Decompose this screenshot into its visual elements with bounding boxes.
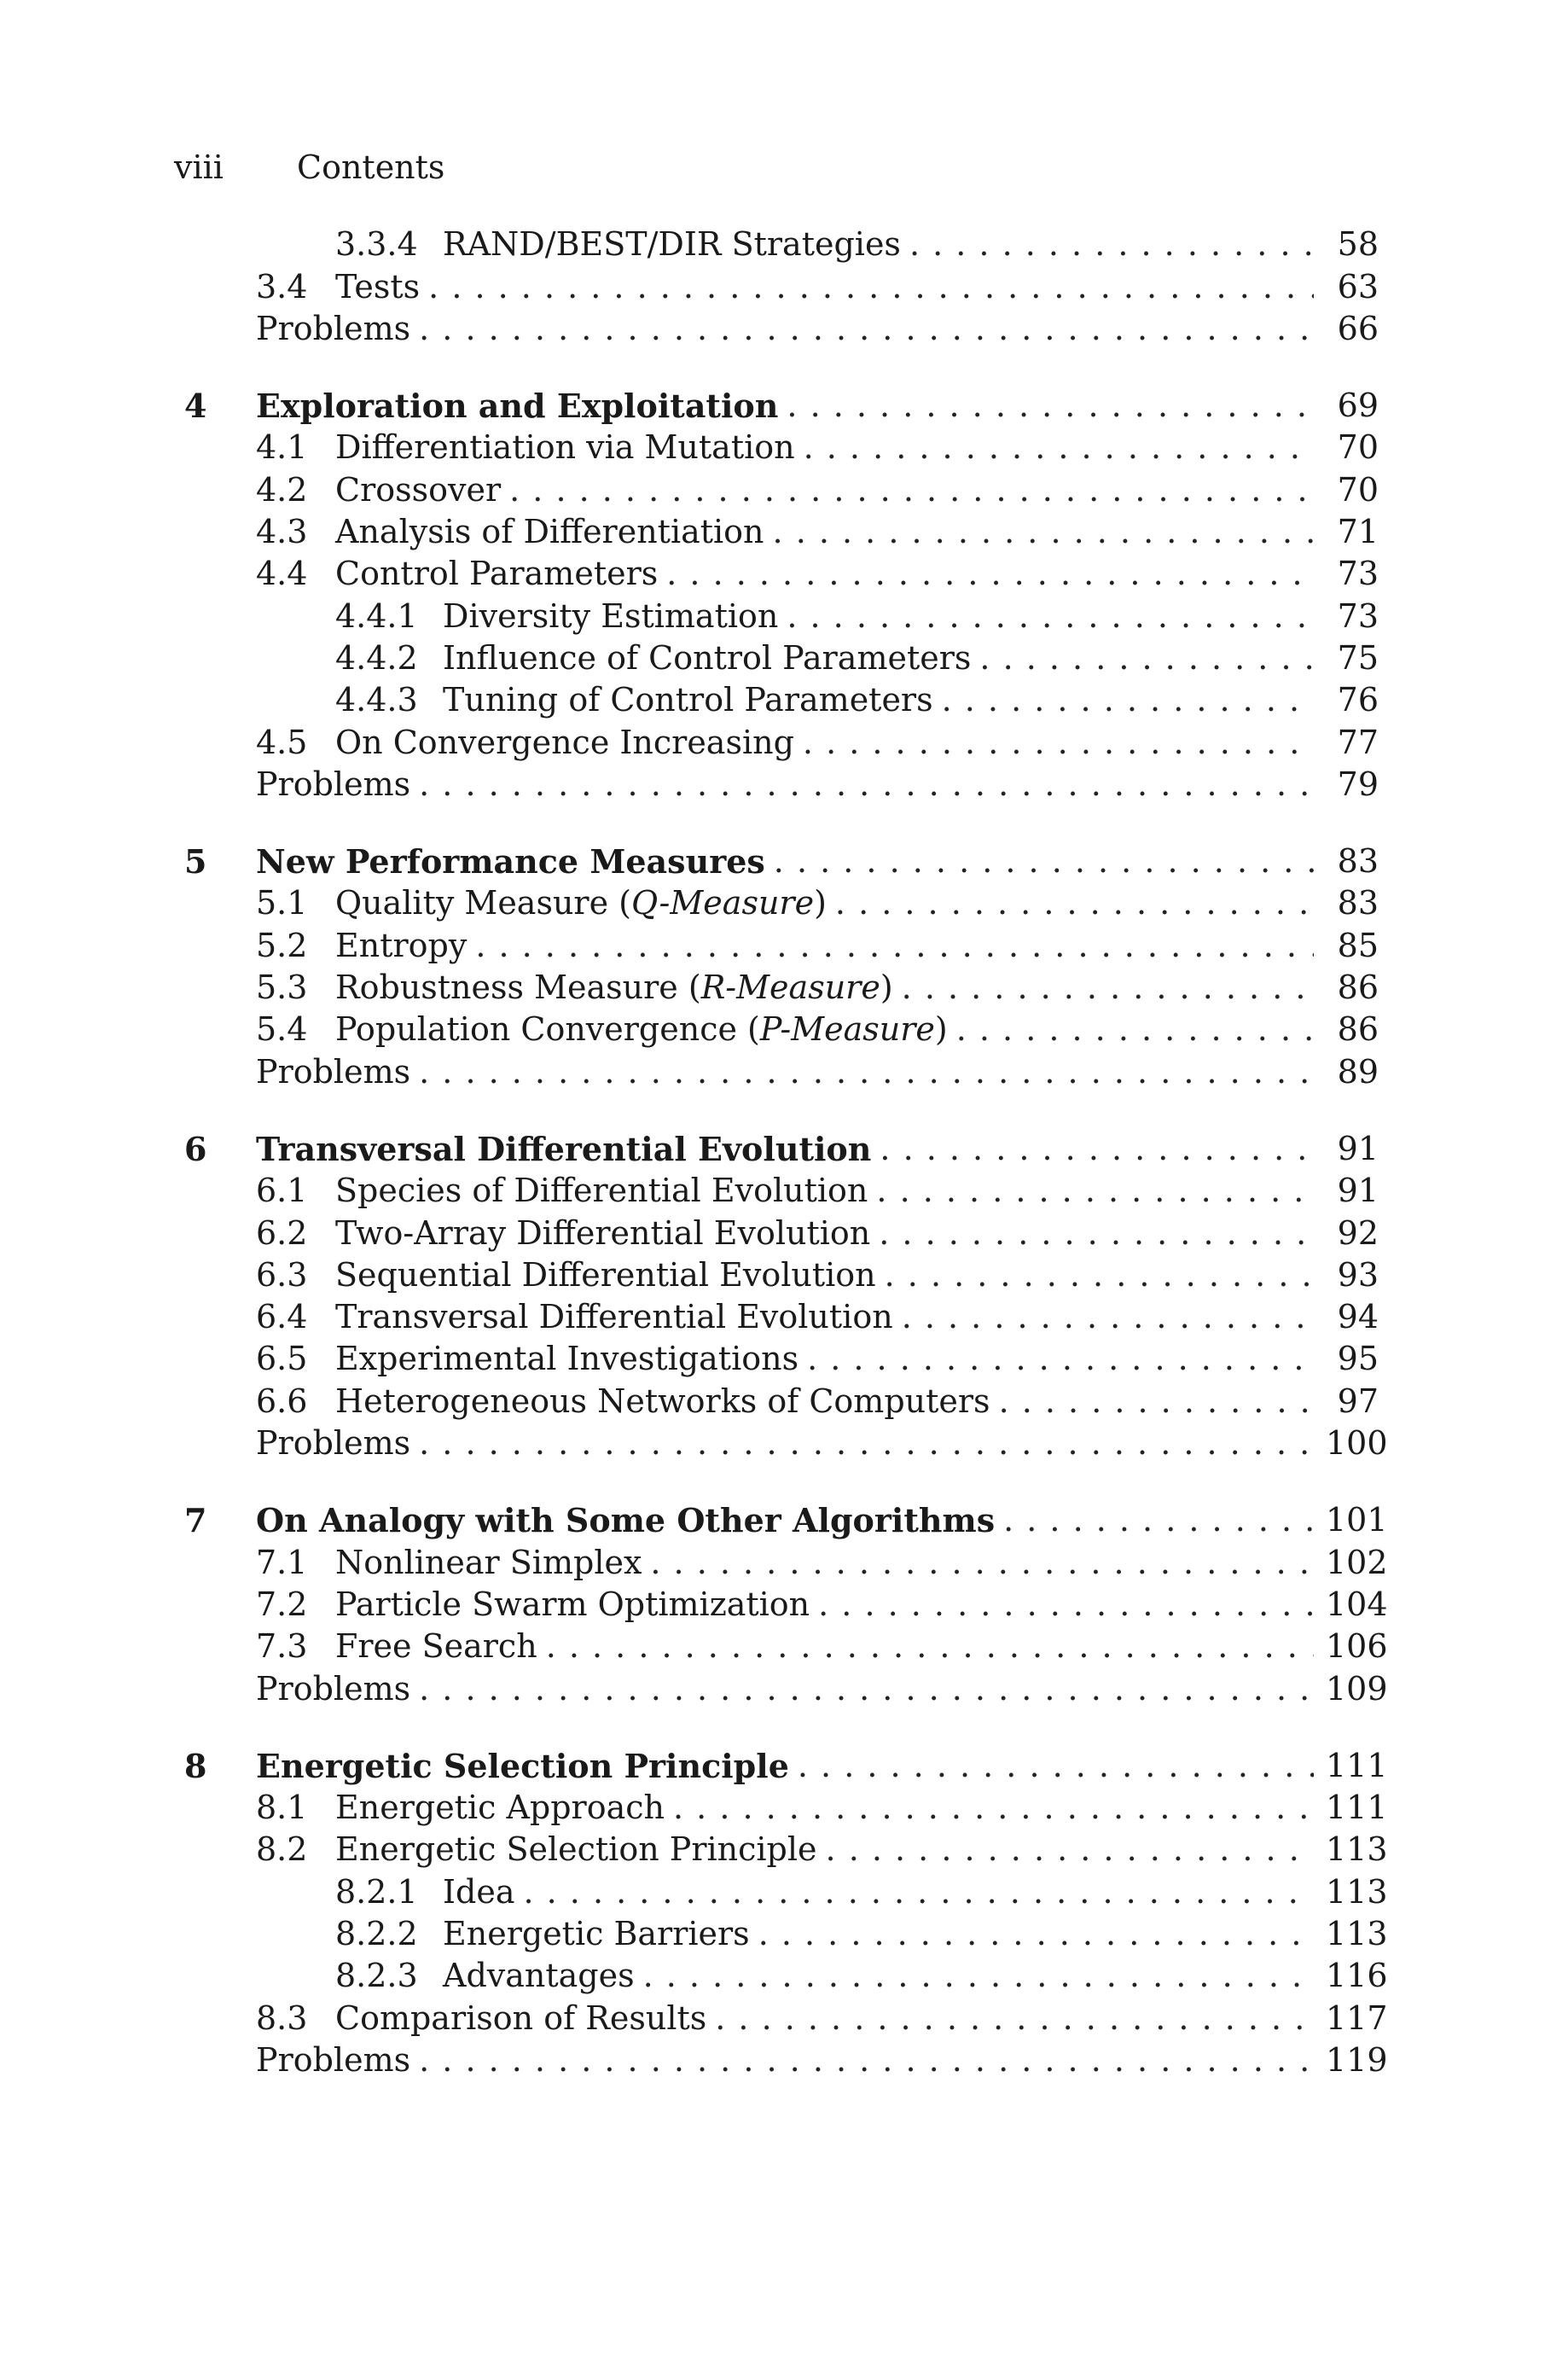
dot-leader <box>879 1213 1314 1254</box>
chapter-number: 4 <box>184 387 207 426</box>
toc-title-text: Energetic Selection Principle <box>335 1830 817 1869</box>
page-number: 97 <box>1337 1382 1379 1420</box>
running-head <box>174 147 444 188</box>
toc-title-text: Energetic Selection Principle <box>256 1746 789 1785</box>
toc-title <box>256 764 410 806</box>
dot-leader <box>509 469 1314 511</box>
dot-leader <box>523 1871 1314 1913</box>
toc-entry-body <box>335 1871 1388 1913</box>
section-number: 5.3 <box>256 969 308 1007</box>
toc-entry-subsection <box>174 679 1379 721</box>
toc-title-text: Influence of Control Parameters <box>443 638 972 677</box>
page-number: 100 <box>1326 1424 1388 1463</box>
toc-entry-body <box>256 1381 1379 1423</box>
toc-title-text: Tests <box>335 267 421 305</box>
page-number: 86 <box>1337 1010 1379 1049</box>
section-number: 7.3 <box>256 1627 308 1666</box>
toc-entry-problems <box>174 764 1379 806</box>
toc-title-text: Species of Differential Evolution <box>335 1172 868 1210</box>
page-number: 95 <box>1337 1340 1379 1378</box>
toc-entry-subsection <box>174 224 1379 265</box>
section-number: 6.4 <box>256 1298 308 1336</box>
toc-title <box>335 1254 876 1296</box>
page-number: 83 <box>1337 842 1379 881</box>
toc-entry-body <box>335 1955 1388 1997</box>
toc-entry-section <box>174 511 1379 553</box>
page-number: 91 <box>1337 1129 1379 1167</box>
toc-entry-section <box>174 1584 1388 1626</box>
dot-leader <box>643 1955 1314 1997</box>
toc-entry-body <box>256 1423 1388 1464</box>
dot-leader <box>758 1913 1314 1955</box>
toc-entry-body <box>335 637 1379 679</box>
toc-title <box>443 679 933 721</box>
chapter-number: 6 <box>184 1129 207 1168</box>
section-number: 4.3 <box>256 513 308 551</box>
toc-title-text: Quality Measure ( <box>335 884 631 922</box>
section-number: 8.3 <box>256 1999 308 2037</box>
page-number: 71 <box>1337 513 1379 551</box>
toc-title-text: Problems <box>256 765 411 803</box>
toc-title-text: Free Search <box>335 1627 537 1666</box>
toc-title-text: Transversal Differential Evolution <box>335 1298 893 1336</box>
toc-entry-body <box>256 722 1379 764</box>
toc-entry-body <box>256 1626 1388 1667</box>
dot-leader <box>715 1998 1314 2039</box>
section-number: 4.1 <box>256 428 308 467</box>
toc-entry-subsection <box>174 1871 1388 1912</box>
section-number: 4.2 <box>256 470 308 509</box>
toc-entry-section <box>174 1997 1388 2039</box>
toc-entry-body <box>256 1668 1388 1710</box>
toc-entry-section <box>174 1254 1379 1296</box>
dot-leader <box>787 385 1314 427</box>
toc-entry-problems <box>174 1423 1388 1464</box>
section-number: 5.4 <box>256 1010 308 1049</box>
toc-entry-body <box>256 925 1379 967</box>
chapter-number: 8 <box>184 1746 207 1785</box>
dot-leader <box>803 722 1314 764</box>
dot-leader <box>942 679 1314 721</box>
toc-title-suffix: ) <box>880 969 893 1007</box>
toc-title-text: Idea <box>443 1872 515 1911</box>
toc-entry-body <box>256 1542 1388 1584</box>
page-folio: viii <box>174 148 224 186</box>
toc-title-text: Robustness Measure ( <box>335 969 701 1007</box>
dot-leader <box>773 511 1314 553</box>
dot-leader <box>909 224 1314 265</box>
subsection-number: 4.4.2 <box>335 638 418 677</box>
toc-title <box>443 1955 635 1997</box>
section-number: 7.1 <box>256 1543 308 1581</box>
toc-title-italic: P-Measure <box>759 1010 935 1049</box>
toc-title <box>335 1009 948 1050</box>
toc-title-text: Energetic Barriers <box>443 1914 750 1952</box>
toc-entry-chapter <box>174 1745 1388 1787</box>
toc-entry-subsection <box>174 637 1379 679</box>
subsection-number: 4.4.1 <box>335 596 418 635</box>
subsection-number: 8.2.1 <box>335 1872 418 1911</box>
page-number: 106 <box>1326 1627 1388 1666</box>
toc-entry-section <box>174 1380 1379 1422</box>
dot-leader <box>774 841 1314 882</box>
toc-title <box>256 1745 789 1787</box>
toc-entry-body <box>335 1913 1388 1955</box>
toc-title-text: Entropy <box>335 926 467 964</box>
toc-title <box>335 1998 706 2039</box>
toc-entry-section <box>174 1170 1379 1212</box>
toc-entry-body <box>256 385 1379 427</box>
toc-title <box>335 266 420 308</box>
section-number: 8.1 <box>256 1789 308 1827</box>
toc-entry-body <box>256 2039 1388 2081</box>
toc-entry-body <box>335 224 1379 265</box>
toc-title-suffix: ) <box>934 1010 948 1049</box>
subsection-number: 8.2.2 <box>335 1914 418 1952</box>
toc-entry-body <box>256 1213 1379 1254</box>
toc-entry-section <box>174 882 1379 924</box>
toc-entry-section <box>174 924 1379 966</box>
toc-entry-body <box>256 511 1379 553</box>
page-number: 117 <box>1326 1999 1388 2037</box>
section-number: 5.1 <box>256 884 308 922</box>
toc-title <box>335 1787 665 1829</box>
chapter-number: 5 <box>184 842 207 881</box>
toc-entry-body <box>256 882 1379 924</box>
dot-leader <box>1003 1499 1314 1541</box>
section-number: 8.2 <box>256 1830 308 1869</box>
toc-title-text: Heterogeneous Networks of Computers <box>335 1382 990 1420</box>
toc-entry-body <box>256 1499 1388 1541</box>
toc-title-text: Tuning of Control Parameters <box>443 681 933 719</box>
page-number: 113 <box>1326 1830 1388 1869</box>
section-number: 5.2 <box>256 926 308 964</box>
toc-entry-body <box>256 841 1379 882</box>
toc-entry-body <box>256 1745 1388 1787</box>
page-number: 91 <box>1337 1172 1379 1210</box>
running-title: Contents <box>297 148 445 186</box>
toc-title <box>256 308 410 350</box>
toc-title <box>443 637 971 679</box>
page-number: 111 <box>1326 1789 1388 1827</box>
table-of-contents <box>174 224 1388 2081</box>
dot-leader <box>885 1254 1314 1296</box>
dot-leader <box>902 1296 1314 1338</box>
chapter-number: 7 <box>184 1501 207 1540</box>
page-number: 113 <box>1326 1872 1388 1911</box>
page-number: 83 <box>1337 884 1379 922</box>
page-number: 76 <box>1337 681 1379 719</box>
toc-title-text: Problems <box>256 1052 411 1091</box>
toc-title <box>256 1423 410 1464</box>
toc-title-text: Problems <box>256 309 411 347</box>
page-number: 58 <box>1337 225 1379 264</box>
page-number: 85 <box>1337 926 1379 964</box>
page-number: 70 <box>1337 470 1379 509</box>
page-number: 73 <box>1337 596 1379 635</box>
subsection-number: 4.4.3 <box>335 681 418 719</box>
dot-leader <box>798 1745 1314 1787</box>
toc-entry-body <box>256 764 1379 806</box>
toc-entry-problems <box>174 308 1379 350</box>
dot-leader <box>475 925 1314 967</box>
subsection-number: 3.3.4 <box>335 225 418 264</box>
page-number: 89 <box>1337 1052 1379 1091</box>
toc-title-text: Problems <box>256 1669 411 1708</box>
page-number: 94 <box>1337 1298 1379 1336</box>
toc-title <box>335 1338 799 1380</box>
dot-leader <box>419 764 1314 806</box>
toc-title <box>256 1499 995 1541</box>
toc-title <box>256 1128 871 1170</box>
toc-entry-chapter <box>174 1499 1388 1541</box>
toc-title <box>256 385 778 427</box>
page-number: 79 <box>1337 765 1379 803</box>
page-number: 66 <box>1337 309 1379 347</box>
dot-leader <box>666 553 1314 595</box>
section-number: 4.5 <box>256 723 308 761</box>
toc-entry-body <box>256 967 1379 1009</box>
toc-title <box>256 2039 410 2081</box>
toc-entry-body <box>256 1009 1379 1050</box>
toc-title-text: Transversal Differential Evolution <box>256 1129 872 1168</box>
toc-entry-body <box>256 553 1379 595</box>
toc-title <box>335 1584 810 1626</box>
toc-title-text: Energetic Approach <box>335 1789 665 1827</box>
toc-entry-section <box>174 553 1379 595</box>
toc-title-text: Crossover <box>335 470 502 509</box>
toc-entry-body <box>256 308 1379 350</box>
dot-leader <box>999 1381 1314 1423</box>
dot-leader <box>956 1009 1314 1050</box>
toc-title <box>335 427 795 468</box>
dot-leader <box>787 596 1314 637</box>
toc-entry-subsection <box>174 595 1379 637</box>
toc-entry-section <box>174 1626 1388 1667</box>
toc-title-text: Exploration and Exploitation <box>256 387 779 426</box>
dot-leader <box>807 1338 1314 1380</box>
toc-entry-body <box>335 596 1379 637</box>
toc-title <box>335 967 893 1009</box>
toc-title-text: Control Parameters <box>335 555 659 593</box>
page-number: 109 <box>1326 1669 1388 1708</box>
page-number: 93 <box>1337 1255 1379 1294</box>
toc-entry-body <box>256 1338 1379 1380</box>
section-number: 6.2 <box>256 1213 308 1252</box>
section-number: 3.4 <box>256 267 308 305</box>
toc-entry-body <box>256 1170 1379 1212</box>
toc-entry-section <box>174 721 1379 763</box>
toc-title <box>335 1829 817 1871</box>
toc-title <box>335 553 658 595</box>
section-number: 7.2 <box>256 1585 308 1623</box>
toc-entry-body <box>256 1051 1379 1093</box>
section-number: 6.6 <box>256 1382 308 1420</box>
section-number: 6.3 <box>256 1255 308 1294</box>
dot-leader <box>419 1051 1314 1093</box>
page-number: 101 <box>1326 1501 1388 1539</box>
toc-title-suffix: ) <box>814 884 827 922</box>
toc-entry-subsection <box>174 1913 1388 1955</box>
toc-entry-section <box>174 1338 1379 1380</box>
toc-title <box>256 841 765 882</box>
toc-entry-subsection <box>174 1955 1388 1997</box>
page-number: 92 <box>1337 1213 1379 1252</box>
dot-leader <box>419 1423 1314 1464</box>
toc-title-text: RAND/BEST/DIR Strategies <box>443 225 901 264</box>
toc-entry-section <box>174 1296 1379 1338</box>
dot-leader <box>673 1787 1314 1829</box>
toc-title <box>335 469 501 511</box>
toc-title-text: Advantages <box>443 1957 635 1995</box>
toc-entry-body <box>256 1584 1388 1626</box>
toc-title-text: Problems <box>256 2040 411 2079</box>
toc-entry-body <box>256 1998 1388 2039</box>
toc-title <box>335 1296 893 1338</box>
toc-title <box>256 1051 410 1093</box>
page-number: 111 <box>1326 1746 1388 1784</box>
dot-leader <box>902 967 1314 1009</box>
section-number: 4.4 <box>256 555 308 593</box>
toc-title <box>443 596 778 637</box>
toc-entry-problems <box>174 1050 1379 1092</box>
toc-entry-section <box>174 468 1379 510</box>
toc-entry-body <box>256 1787 1388 1829</box>
toc-title-text: Particle Swarm Optimization <box>335 1585 810 1623</box>
dot-leader <box>419 2039 1314 2081</box>
toc-entry-body <box>256 1128 1379 1170</box>
dot-leader <box>826 1829 1314 1871</box>
page-number: 116 <box>1326 1957 1388 1995</box>
toc-title <box>335 1542 642 1584</box>
page-number: 77 <box>1337 723 1379 761</box>
toc-title-text: On Analogy with Some Other Algorithms <box>256 1501 996 1540</box>
toc-title <box>335 882 827 924</box>
toc-entry-section <box>174 967 1379 1009</box>
toc-title <box>335 1170 868 1212</box>
toc-entry-body <box>335 679 1379 721</box>
toc-title <box>335 925 467 967</box>
toc-entry-body <box>256 427 1379 468</box>
toc-title-text: Problems <box>256 1424 411 1463</box>
toc-entry-section <box>174 1212 1379 1254</box>
page-number: 75 <box>1337 638 1379 677</box>
toc-title-text: Analysis of Differentiation <box>335 513 764 551</box>
toc-title <box>335 1213 870 1254</box>
toc-title <box>256 1668 410 1710</box>
toc-title-text: Comparison of Results <box>335 1999 707 2037</box>
dot-leader <box>419 1668 1314 1710</box>
toc-entry-problems <box>174 2039 1388 2081</box>
toc-title <box>335 1626 537 1667</box>
subsection-number: 8.2.3 <box>335 1957 418 1995</box>
toc-title-text: Diversity Estimation <box>443 596 779 635</box>
dot-leader <box>979 637 1314 679</box>
toc-entry-section <box>174 427 1379 468</box>
toc-entry-problems <box>174 1667 1388 1709</box>
dot-leader <box>880 1128 1314 1170</box>
dot-leader <box>419 308 1314 350</box>
toc-title-text: Differentiation via Mutation <box>335 428 795 467</box>
toc-title-text: On Convergence Increasing <box>335 723 794 761</box>
toc-title-text: New Performance Measures <box>256 842 765 881</box>
toc-entry-chapter <box>174 385 1379 427</box>
toc-title <box>443 224 901 265</box>
toc-title-text: Two-Array Differential Evolution <box>335 1213 871 1252</box>
toc-title <box>335 722 794 764</box>
dot-leader <box>546 1626 1314 1667</box>
toc-entry-section <box>174 1787 1388 1829</box>
toc-entry-body <box>256 266 1379 308</box>
page-number: 113 <box>1326 1914 1388 1952</box>
toc-entry-section <box>174 1009 1379 1050</box>
page-number: 104 <box>1326 1585 1388 1623</box>
toc-title <box>443 1913 750 1955</box>
page-number: 73 <box>1337 555 1379 593</box>
toc-entry-body <box>256 1254 1379 1296</box>
toc-title-text: Sequential Differential Evolution <box>335 1255 876 1294</box>
toc-title <box>335 511 764 553</box>
page-number: 69 <box>1337 387 1379 425</box>
toc-entry-chapter <box>174 1128 1379 1170</box>
dot-leader <box>804 427 1314 468</box>
toc-title-italic: Q-Measure <box>631 884 815 922</box>
dot-leader <box>818 1584 1314 1626</box>
dot-leader <box>428 266 1314 308</box>
page-number: 102 <box>1326 1543 1388 1581</box>
dot-leader <box>876 1170 1314 1212</box>
toc-title <box>443 1871 514 1913</box>
toc-title-text: Nonlinear Simplex <box>335 1543 642 1581</box>
toc-entry-section <box>174 1541 1388 1583</box>
section-number: 6.5 <box>256 1340 308 1378</box>
toc-entry-body <box>256 1829 1388 1871</box>
toc-entry-section <box>174 265 1379 307</box>
toc-title-italic: R-Measure <box>700 969 880 1007</box>
page-number: 119 <box>1326 2040 1388 2079</box>
dot-leader <box>835 882 1314 924</box>
toc-entry-body <box>256 469 1379 511</box>
toc-title <box>335 1381 990 1423</box>
page-number: 70 <box>1337 428 1379 467</box>
toc-title-text: Population Convergence ( <box>335 1010 760 1049</box>
toc-entry-chapter <box>174 841 1379 882</box>
dot-leader <box>650 1542 1314 1584</box>
page-number: 86 <box>1337 969 1379 1007</box>
toc-entry-section <box>174 1829 1388 1871</box>
section-number: 6.1 <box>256 1172 308 1210</box>
toc-entry-body <box>256 1296 1379 1338</box>
toc-title-text: Experimental Investigations <box>335 1340 799 1378</box>
page-number: 63 <box>1337 267 1379 305</box>
